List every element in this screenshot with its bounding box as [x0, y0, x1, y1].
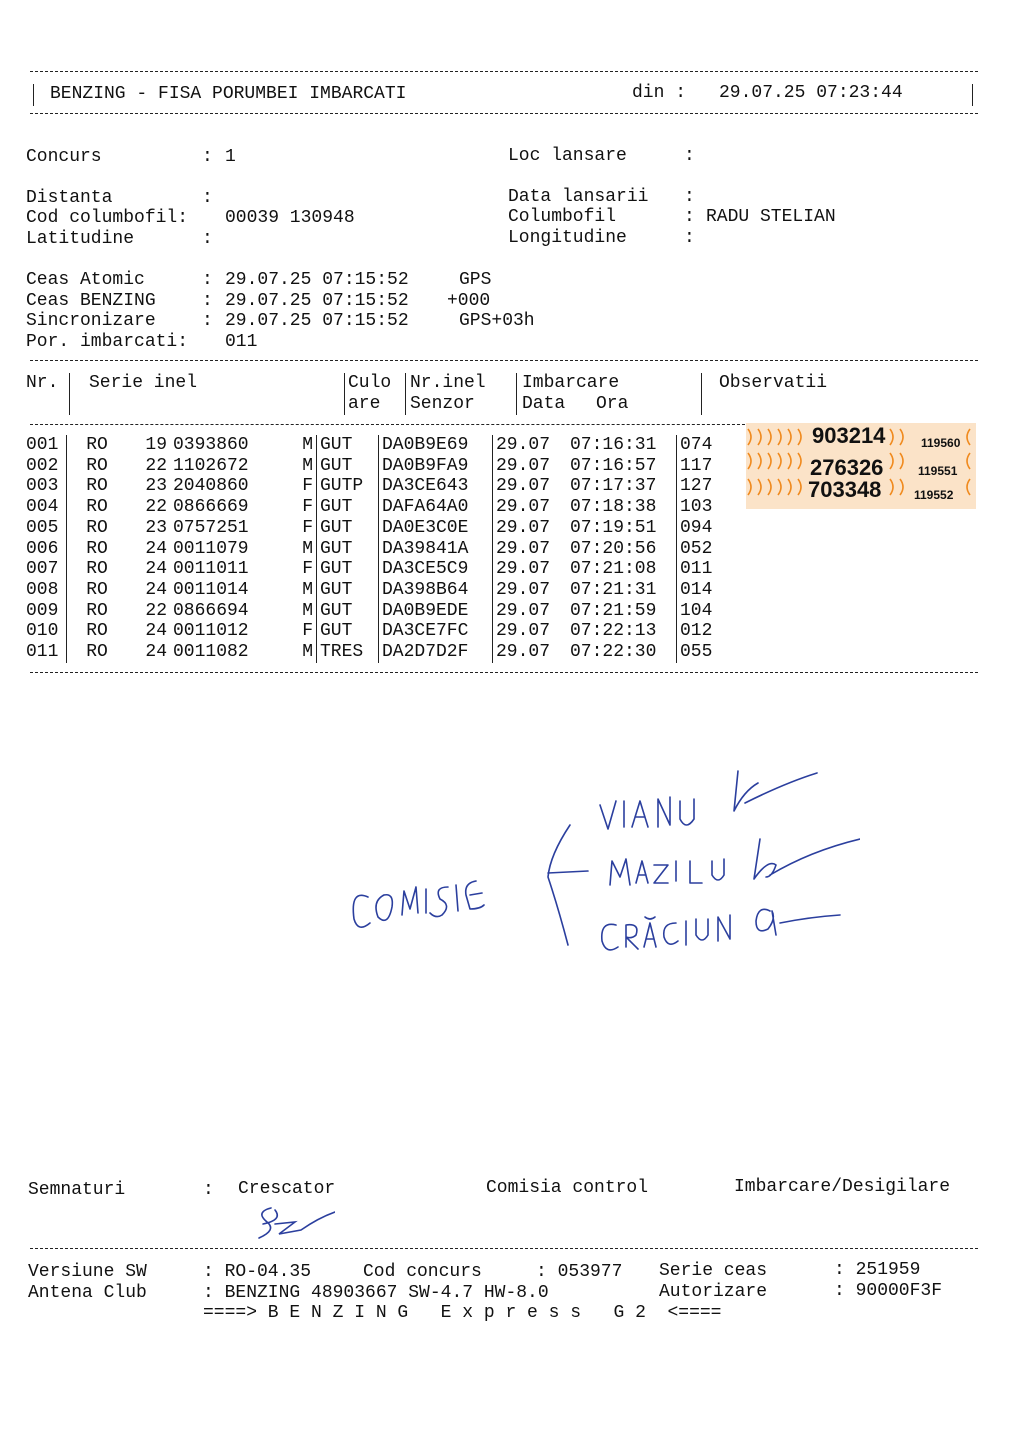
col-header-imbarcare: Imbarcare — [522, 373, 620, 393]
cell-country: RO — [67, 497, 128, 518]
cell-observatii: 014 — [677, 580, 731, 601]
semnaturi-sep: : — [203, 1180, 214, 1200]
cell-nr: 004 — [26, 497, 59, 518]
table-top-rule — [30, 360, 978, 361]
cell-observatii: 103 — [677, 497, 731, 518]
table-row — [26, 601, 730, 622]
col-header-observatii: Observatii — [719, 373, 828, 393]
ceas-benzing-sep: : — [202, 291, 213, 311]
seal-small-1: 119560 — [921, 436, 961, 450]
cell-nr: 006 — [26, 538, 59, 559]
cell-country: RO — [67, 621, 128, 642]
ceas-atomic-extra: GPS — [459, 270, 492, 290]
cell-sex: M — [302, 435, 313, 455]
distanta-label: Distanta — [26, 188, 113, 208]
sincronizare-value: 29.07.25 07:15:52 — [225, 311, 409, 331]
table-row — [26, 642, 730, 663]
table-row — [26, 497, 730, 518]
cell-country: RO — [67, 601, 128, 622]
cell-date: 29.07 — [493, 642, 571, 663]
cell-color: GUT — [317, 580, 379, 601]
cell-sex: M — [302, 642, 313, 663]
cell-date: 29.07 — [493, 456, 571, 477]
cell-country: RO — [67, 559, 128, 580]
cell-date: 29.07 — [493, 539, 571, 560]
serie-ceas-label: Serie ceas — [659, 1261, 768, 1281]
cell-sensor: DA0B9FA9 — [379, 456, 493, 477]
imbarcare-desigilare-label: Imbarcare/Desigilare — [734, 1177, 951, 1197]
cod-columbofil-label: Cod columbofil: — [26, 208, 189, 228]
cell-serial: 0757251 — [173, 517, 249, 538]
cod-concurs-value: : 053977 — [536, 1262, 623, 1282]
col-header-inel-2: Senzor — [410, 394, 475, 414]
cell-sensor: DAFA64A0 — [379, 497, 493, 518]
table-row — [26, 476, 730, 497]
cell-observatii: 117 — [677, 456, 731, 477]
cell-country: RO — [67, 518, 128, 539]
data-lansarii-sep: : — [684, 187, 695, 207]
versiune-sw-value: : RO-04.35 — [203, 1262, 312, 1282]
semnaturi-label: Semnaturi — [28, 1180, 126, 1200]
header-top-rule — [30, 71, 978, 72]
cell-nr: 008 — [26, 579, 59, 600]
cell-country: RO — [67, 435, 128, 456]
handwritten-commission-notes — [340, 755, 860, 975]
col-header-culoare-2: are — [348, 394, 381, 414]
document-title: BENZING - FISA PORUMBEI IMBARCATI — [50, 84, 407, 104]
distanta-sep: : — [202, 188, 213, 208]
seal-small-3: 119552 — [914, 488, 954, 502]
cell-year: 23 — [145, 517, 167, 538]
cell-country: RO — [67, 642, 128, 663]
sincronizare-extra: GPS+03h — [459, 311, 535, 331]
longitudine-label: Longitudine — [508, 228, 627, 248]
comisia-control-label: Comisia control — [486, 1178, 649, 1198]
concurs-label: Concurs — [26, 147, 102, 167]
col-header-data: Data — [522, 394, 566, 414]
cell-serial: 0011012 — [173, 621, 249, 642]
table-bottom-rule — [30, 672, 978, 673]
cell-time: 07:19:51 — [570, 517, 657, 538]
cell-date: 29.07 — [493, 580, 571, 601]
cell-observatii: 094 — [677, 518, 731, 539]
cell-serial: 0866669 — [173, 497, 249, 518]
antena-club-label: Antena Club — [28, 1283, 147, 1303]
data-lansarii-label: Data lansarii — [508, 187, 649, 207]
col-divider-5 — [701, 373, 702, 415]
col-header-ora: Ora — [596, 394, 629, 414]
cell-serial: 0011014 — [173, 579, 249, 600]
cell-year: 22 — [145, 600, 167, 621]
cell-sensor: DA398B64 — [379, 580, 493, 601]
cell-date: 29.07 — [493, 559, 571, 580]
table-row — [26, 559, 730, 580]
cell-year: 22 — [145, 455, 167, 476]
table-row — [26, 539, 730, 560]
cell-nr: 009 — [26, 600, 59, 621]
cell-country: RO — [67, 456, 128, 477]
col-header-culoare-1: Culo — [348, 373, 392, 393]
cell-year: 24 — [145, 559, 167, 580]
cell-serial: 0393860 — [173, 435, 249, 455]
col-divider-3 — [405, 373, 406, 415]
cell-year: 23 — [145, 476, 167, 497]
cell-serial: 0011082 — [173, 642, 249, 663]
cell-observatii: 104 — [677, 601, 731, 622]
cell-sex: F — [302, 621, 313, 642]
crescator-signature — [245, 1202, 335, 1242]
cell-sensor: DA3CE643 — [379, 476, 493, 497]
autorizare-value: : 90000F3F — [834, 1281, 943, 1301]
sincronizare-label: Sincronizare — [26, 311, 156, 331]
cod-columbofil-value: 00039 130948 — [225, 208, 355, 228]
cell-sensor: DA3CE5C9 — [379, 559, 493, 580]
cell-sensor: DA3CE7FC — [379, 621, 493, 642]
cell-sex: M — [302, 538, 313, 559]
cell-sex: F — [302, 497, 313, 518]
col-header-nr: Nr. — [26, 373, 59, 393]
cell-sex: M — [302, 455, 313, 476]
ceas-benzing-label: Ceas BENZING — [26, 291, 156, 311]
cell-nr: 003 — [26, 476, 59, 497]
cell-color: GUT — [317, 621, 379, 642]
ceas-benzing-value: 29.07.25 07:15:52 — [225, 291, 409, 311]
cell-nr: 007 — [26, 559, 59, 580]
columbofil-sep: : — [684, 207, 695, 227]
col-divider-1 — [69, 373, 70, 415]
cell-serial: 0011011 — [173, 559, 249, 580]
cell-sex: F — [302, 517, 313, 538]
cell-year: 19 — [145, 435, 167, 455]
ceas-atomic-label: Ceas Atomic — [26, 270, 145, 290]
cell-year: 24 — [145, 642, 167, 663]
cell-time: 07:18:38 — [570, 497, 657, 518]
cell-date: 29.07 — [493, 435, 571, 456]
cell-nr: 010 — [26, 621, 59, 642]
benzing-express-banner: ====> B E N Z I N G E x p r e s s G 2 <==== — [203, 1303, 722, 1323]
cell-date: 29.07 — [493, 601, 571, 622]
cell-sex: M — [302, 600, 313, 621]
cell-observatii: 011 — [677, 559, 731, 580]
seal-small-2: 119551 — [918, 464, 958, 478]
table-row — [26, 580, 730, 601]
latitudine-sep: : — [202, 229, 213, 249]
header-left-bar — [33, 84, 34, 106]
cell-serial: 2040860 — [173, 476, 249, 497]
cell-date: 29.07 — [493, 497, 571, 518]
ceas-atomic-value: 29.07.25 07:15:52 — [225, 270, 409, 290]
cell-serial: 0866694 — [173, 600, 249, 621]
cell-nr: 011 — [26, 642, 59, 663]
columbofil-label: Columbofil — [508, 207, 617, 227]
seal-number-2: 276326 — [810, 455, 884, 480]
cell-country: RO — [67, 476, 128, 497]
footer-top-rule — [30, 1248, 978, 1249]
cell-color: GUT — [317, 456, 379, 477]
seal-stamp-sticker — [740, 421, 980, 511]
cell-color: GUT — [317, 601, 379, 622]
cell-observatii: 012 — [677, 621, 731, 642]
header-right-bar — [972, 84, 973, 106]
cell-year: 22 — [145, 497, 167, 518]
print-datetime: 29.07.25 07:23:44 — [719, 83, 903, 103]
table-row — [26, 518, 730, 539]
cell-time: 07:16:31 — [570, 435, 657, 455]
cell-time: 07:21:08 — [570, 559, 657, 580]
cod-concurs-label: Cod concurs — [363, 1262, 482, 1282]
col-header-inel-1: Nr.inel — [410, 373, 486, 393]
cell-nr: 001 — [26, 435, 59, 455]
cell-time: 07:17:37 — [570, 476, 657, 497]
autorizare-label: Autorizare — [659, 1282, 768, 1302]
ceas-benzing-extra: +000 — [447, 291, 491, 311]
cell-date: 29.07 — [493, 476, 571, 497]
cell-sex: F — [302, 559, 313, 580]
latitudine-label: Latitudine — [26, 229, 135, 249]
cell-country: RO — [67, 539, 128, 560]
cell-color: GUT — [317, 497, 379, 518]
cell-color: GUTP — [317, 476, 379, 497]
sincronizare-sep: : — [202, 311, 213, 331]
cell-country: RO — [67, 580, 128, 601]
serie-ceas-value: : 251959 — [834, 1260, 921, 1280]
col-divider-4 — [516, 373, 517, 415]
cell-sensor: DA0B9E69 — [379, 435, 493, 456]
cell-serial: 1102672 — [173, 455, 249, 476]
ceas-atomic-sep: : — [202, 270, 213, 290]
cell-year: 24 — [145, 621, 167, 642]
cell-sensor: DA0B9EDE — [379, 601, 493, 622]
concurs-sep: : — [202, 147, 213, 167]
concurs-value: 1 — [225, 147, 236, 167]
cell-time: 07:21:59 — [570, 600, 657, 621]
col-header-serie: Serie inel — [89, 373, 198, 393]
longitudine-sep: : — [684, 228, 695, 248]
cell-sensor: DA2D7D2F — [379, 642, 493, 663]
cell-date: 29.07 — [493, 621, 571, 642]
loc-lansare-label: Loc lansare — [508, 146, 627, 166]
cell-sex: F — [302, 476, 313, 497]
col-divider-2 — [344, 373, 345, 415]
table-header-rule — [30, 424, 750, 425]
cell-sex: M — [302, 579, 313, 600]
table-row — [26, 621, 730, 642]
columbofil-value: RADU STELIAN — [706, 207, 836, 227]
cell-date: 29.07 — [493, 518, 571, 539]
cell-color: GUT — [317, 559, 379, 580]
cell-color: GUT — [317, 539, 379, 560]
antena-club-value: : BENZING 48903667 SW-4.7 HW-8.0 — [203, 1283, 549, 1303]
versiune-sw-label: Versiune SW — [28, 1262, 147, 1282]
cell-color: GUT — [317, 435, 379, 456]
cell-sensor: DA39841A — [379, 539, 493, 560]
pigeon-table — [26, 435, 730, 663]
por-imbarcati-value: 011 — [225, 332, 258, 352]
table-row — [26, 435, 730, 456]
cell-year: 24 — [145, 538, 167, 559]
cell-observatii: 052 — [677, 539, 731, 560]
date-label: din : — [632, 83, 687, 103]
cell-color: GUT — [317, 518, 379, 539]
cell-serial: 0011079 — [173, 538, 249, 559]
seal-number-3: 703348 — [808, 477, 882, 502]
por-imbarcati-label: Por. imbarcati: — [26, 332, 189, 352]
cell-nr: 002 — [26, 455, 59, 476]
cell-sensor: DA0E3C0E — [379, 518, 493, 539]
cell-time: 07:16:57 — [570, 455, 657, 476]
loc-lansare-sep: : — [684, 146, 695, 166]
crescator-label: Crescator — [238, 1179, 336, 1199]
cell-observatii: 074 — [677, 435, 731, 456]
cell-nr: 005 — [26, 517, 59, 538]
header-bottom-rule — [30, 113, 978, 114]
cell-time: 07:22:13 — [570, 621, 657, 642]
table-row — [26, 456, 730, 477]
cell-observatii: 055 — [677, 642, 731, 663]
cell-time: 07:20:56 — [570, 538, 657, 559]
cell-observatii: 127 — [677, 476, 731, 497]
cell-year: 24 — [145, 579, 167, 600]
cell-color: TRES — [317, 642, 379, 663]
cell-time: 07:21:31 — [570, 579, 657, 600]
cell-time: 07:22:30 — [570, 642, 657, 663]
seal-number-1: 903214 — [812, 423, 886, 448]
